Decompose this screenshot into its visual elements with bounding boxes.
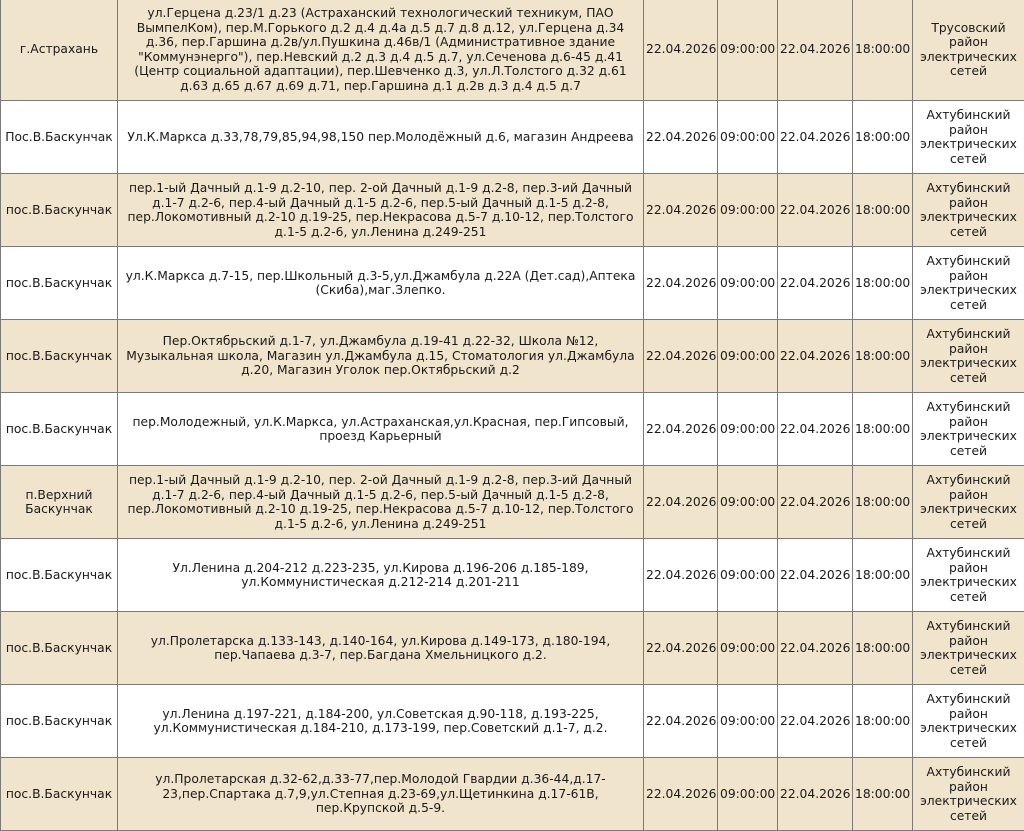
start-time-cell: 09:00:00 <box>718 685 778 758</box>
start-date-cell: 22.04.2026 <box>644 539 718 612</box>
end-time-cell: 18:00:00 <box>853 758 913 831</box>
district-cell: Ахтубинский район электрических сетей <box>913 685 1024 758</box>
address-cell: пер.1-ый Дачный д.1-9 д.2-10, пер. 2-ой Дачный д.1-9 д.2-8, пер.3-ий Дачный д.1-7 д.2-6, пер.4-ый Дачный д.1-5 д.2-6, пер.5-ый Дачный д.1-5 д.2-8, пер.Локомотивный д.2-10 д.19-25, пер.Некрасова д.5-7 д.10-12, пер.Толстого д.1-5 д.2-6, ул.Ленина д.249-251 <box>118 466 644 539</box>
settlement-cell: пос.В.Баскунчак <box>1 320 118 393</box>
end-time-cell: 18:00:00 <box>853 612 913 685</box>
start-date-cell: 22.04.2026 <box>644 320 718 393</box>
start-time-cell: 09:00:00 <box>718 0 778 101</box>
end-date-cell: 22.04.2026 <box>778 466 853 539</box>
address-cell: Ул.Ленина д.204-212 д.223-235, ул.Кирова д.196-206 д.185-189, ул.Коммунистическая д.212-214 д.201-211 <box>118 539 644 612</box>
district-cell: Ахтубинский район электрических сетей <box>913 612 1024 685</box>
settlement-cell: пос.В.Баскунчак <box>1 247 118 320</box>
address-cell: ул.Ленина д.197-221, д.184-200, ул.Советская д.90-118, д.193-225, ул.Коммунистическая д.184-210, д.173-199, пер.Советский д.1-7, д.2. <box>118 685 644 758</box>
table-body <box>1 0 1024 831</box>
end-date-cell: 22.04.2026 <box>778 101 853 174</box>
start-date-cell: 22.04.2026 <box>644 393 718 466</box>
end-date-cell: 22.04.2026 <box>778 393 853 466</box>
start-time-cell: 09:00:00 <box>718 174 778 247</box>
settlement-cell: п.Верхний Баскунчак <box>1 466 118 539</box>
start-date-cell: 22.04.2026 <box>644 685 718 758</box>
district-cell: Ахтубинский район электрических сетей <box>913 174 1024 247</box>
start-time-cell: 09:00:00 <box>718 758 778 831</box>
end-time-cell: 18:00:00 <box>853 466 913 539</box>
table-row <box>1 0 1024 101</box>
end-date-cell: 22.04.2026 <box>778 758 853 831</box>
table-row <box>1 320 1024 393</box>
district-cell: Ахтубинский район электрических сетей <box>913 101 1024 174</box>
end-time-cell: 18:00:00 <box>853 685 913 758</box>
settlement-cell: пос.В.Баскунчак <box>1 685 118 758</box>
table-row <box>1 247 1024 320</box>
district-cell: Ахтубинский район электрических сетей <box>913 247 1024 320</box>
address-cell: ул.Герцена д.23/1 д.23 (Астраханский технологический техникум, ПАО ВымпелКом), пер.М.Горького д.2 д.4 д.4а д.5 д.7 д.8 д.12, ул.Герцена д.34 д.36, пер.Гаршина д.2в/ул.Пушкина д.46в/1 (Административное здание "Коммунэнерго"), пер.Невский д.2 д.3 д.4 д.5 д.7, ул.Сеченова д.6-45 д.41 (Центр социальной адаптации), пер.Шевченко д.3, ул.Л.Толстого д.32 д.61 д.63 д.65 д.67 д.69 д.71, пер.Гаршина д.1 д.2в д.3 д.4 д.5 д.7 <box>118 0 644 101</box>
settlement-cell: Пос.В.Баскунчак <box>1 101 118 174</box>
start-time-cell: 09:00:00 <box>718 320 778 393</box>
table-row <box>1 466 1024 539</box>
end-time-cell: 18:00:00 <box>853 101 913 174</box>
end-date-cell: 22.04.2026 <box>778 247 853 320</box>
address-cell: ул.Пролетарская д.32-62,д.33-77,пер.Молодой Гвардии д.36-44,д.17-23,пер.Спартака д.7,9,ул.Степная д.23-69,ул.Щетинкина д.17-61В, пер.Крупской д.5-9. <box>118 758 644 831</box>
table-row <box>1 174 1024 247</box>
start-time-cell: 09:00:00 <box>718 612 778 685</box>
address-cell: пер.1-ый Дачный д.1-9 д.2-10, пер. 2-ой Дачный д.1-9 д.2-8, пер.3-ий Дачный д.1-7 д.2-6, пер.4-ый Дачный д.1-5 д.2-6, пер.5-ый Дачный д.1-5 д.2-8, пер.Локомотивный д.2-10 д.19-25, пер.Некрасова д.5-7 д.10-12, пер.Толстого д.1-5 д.2-6, ул.Ленина д.249-251 <box>118 174 644 247</box>
start-date-cell: 22.04.2026 <box>644 758 718 831</box>
end-time-cell: 18:00:00 <box>853 0 913 101</box>
district-cell: Ахтубинский район электрических сетей <box>913 539 1024 612</box>
end-time-cell: 18:00:00 <box>853 174 913 247</box>
district-cell: Ахтубинский район электрических сетей <box>913 320 1024 393</box>
start-date-cell: 22.04.2026 <box>644 174 718 247</box>
start-time-cell: 09:00:00 <box>718 466 778 539</box>
end-date-cell: 22.04.2026 <box>778 685 853 758</box>
end-date-cell: 22.04.2026 <box>778 320 853 393</box>
address-cell: Ул.К.Маркса д.33,78,79,85,94,98,150 пер.Молодёжный д.6, магазин Андреева <box>118 101 644 174</box>
table-row <box>1 101 1024 174</box>
settlement-cell: г.Астрахань <box>1 0 118 101</box>
address-cell: пер.Молодежный, ул.К.Маркса, ул.Астраханская,ул.Красная, пер.Гипсовый, проезд Карьерный <box>118 393 644 466</box>
start-time-cell: 09:00:00 <box>718 101 778 174</box>
end-date-cell: 22.04.2026 <box>778 174 853 247</box>
start-date-cell: 22.04.2026 <box>644 101 718 174</box>
settlement-cell: пос.В.Баскунчак <box>1 758 118 831</box>
settlement-cell: пос.В.Баскунчак <box>1 539 118 612</box>
district-cell: Трусовский район электрических сетей <box>913 0 1024 101</box>
table-row <box>1 393 1024 466</box>
end-date-cell: 22.04.2026 <box>778 0 853 101</box>
end-time-cell: 18:00:00 <box>853 247 913 320</box>
start-date-cell: 22.04.2026 <box>644 0 718 101</box>
settlement-cell: пос.В.Баскунчак <box>1 612 118 685</box>
end-time-cell: 18:00:00 <box>853 539 913 612</box>
settlement-cell: пос.В.Баскунчак <box>1 393 118 466</box>
start-time-cell: 09:00:00 <box>718 393 778 466</box>
end-date-cell: 22.04.2026 <box>778 539 853 612</box>
address-cell: ул.Пролетарска д.133-143, д.140-164, ул.Кирова д.149-173, д.180-194, пер.Чапаева д.3-7, пер.Багдана Хмельницкого д.2. <box>118 612 644 685</box>
start-date-cell: 22.04.2026 <box>644 466 718 539</box>
start-date-cell: 22.04.2026 <box>644 612 718 685</box>
table-row <box>1 758 1024 831</box>
table-row <box>1 612 1024 685</box>
settlement-cell: пос.В.Баскунчак <box>1 174 118 247</box>
address-cell: ул.К.Маркса д.7-15, пер.Школьный д.3-5,ул.Джамбула д.22А (Дет.сад),Аптека (Скиба),маг.Злепко. <box>118 247 644 320</box>
table-row <box>1 685 1024 758</box>
start-time-cell: 09:00:00 <box>718 247 778 320</box>
table-row <box>1 539 1024 612</box>
start-time-cell: 09:00:00 <box>718 539 778 612</box>
end-date-cell: 22.04.2026 <box>778 612 853 685</box>
end-time-cell: 18:00:00 <box>853 393 913 466</box>
district-cell: Ахтубинский район электрических сетей <box>913 758 1024 831</box>
address-cell: Пер.Октябрьский д.1-7, ул.Джамбула д.19-41 д.22-32, Школа №12, Музыкальная школа, Магазин ул.Джамбула д.15, Стоматология ул.Джамбула д.20, Магазин Уголок пер.Октябрьский д.2 <box>118 320 644 393</box>
start-date-cell: 22.04.2026 <box>644 247 718 320</box>
district-cell: Ахтубинский район электрических сетей <box>913 466 1024 539</box>
district-cell: Ахтубинский район электрических сетей <box>913 393 1024 466</box>
end-time-cell: 18:00:00 <box>853 320 913 393</box>
